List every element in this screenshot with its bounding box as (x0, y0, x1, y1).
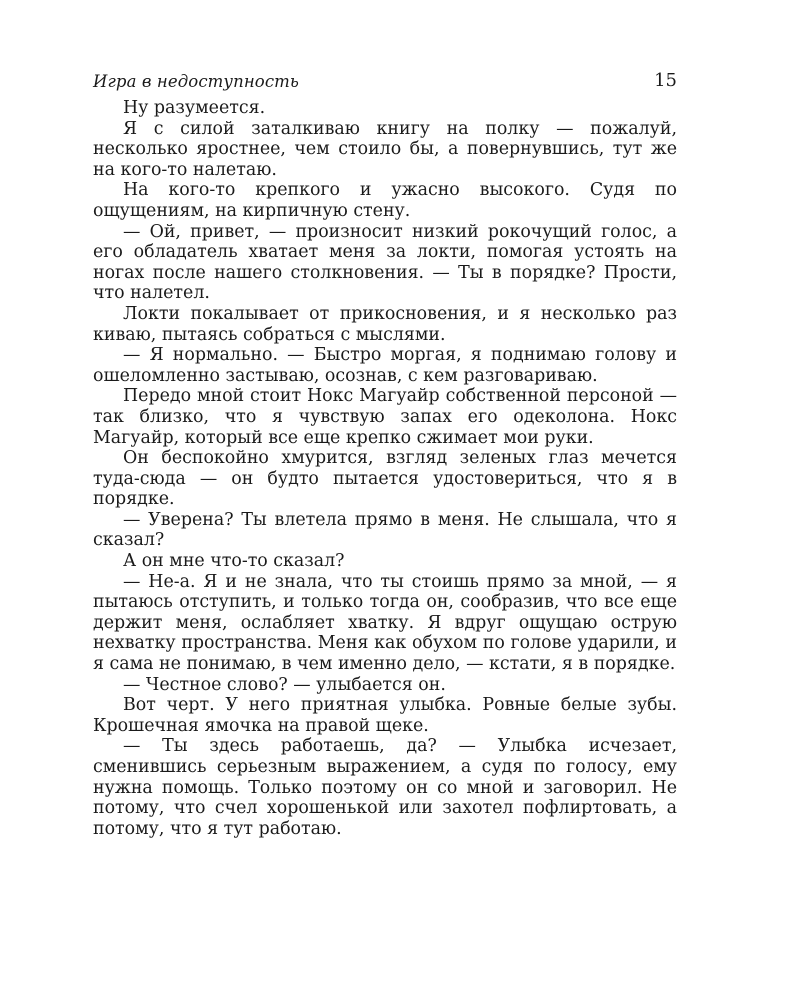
paragraph: Я с силой заталкиваю книгу на полку — пожалуй, несколько яростнее, чем стоило бы, а повернувшись, тут же на кого-то налетаю. (93, 118, 677, 180)
paragraph: Локти покалывает от прикосновения, и я несколько раз киваю, пытаясь собраться с мыслями. (93, 303, 677, 345)
page-number: 15 (654, 70, 677, 91)
paragraph: — Честное слово? — улыбается он. (123, 674, 446, 695)
book-page (93, 66, 677, 839)
paragraph: — Ой, привет, — произносит низкий рокочущий голос, а его обладатель хватает меня за локти, помогая устоять на ногах после нашего столкновения. — Ты в порядке? Прости, что налетел. (93, 221, 677, 304)
paragraph: — Уверена? Ты влетела прямо в меня. Не слышала, что я сказал? (93, 509, 677, 551)
paragraph: Передо мной стоит Нокс Магуайр собственной персоной — так близко, что я чувствую запах его одеколона. Нокс Магуайр, который все еще крепко сжимает мои руки. (93, 386, 677, 448)
paragraph: — Ты здесь работаешь, да? — Улыбка исчезает, сменившись серьезным выражением, а судя по голосу, ему нужна помощь. Только поэтому он со мной и заговорил. Не потому, что счел хорошенькой или захотел пофлиртовать, а потому, что я тут работаю. (93, 736, 677, 839)
paragraph: Ну разумеется. (123, 98, 266, 118)
paragraph: Вот черт. У него приятная улыбка. Ровные белые зубы. Крошечная ямочка на правой щеке. (93, 695, 677, 736)
body-text (93, 98, 677, 839)
page-header (93, 66, 677, 98)
paragraph: Он беспокойно хмурится, взгляд зеленых глаз мечется туда-сюда — он будто пытается удостовериться, что я в порядке. (93, 448, 677, 510)
paragraph: На кого-то крепкого и ужасно высокого. Судя по ощущениям, на кирпичную стену. (93, 180, 677, 221)
paragraph: А он мне что-то сказал? (123, 551, 345, 572)
running-title: Игра в недоступность (93, 72, 300, 91)
paragraph: — Не-а. Я и не знала, что ты стоишь прямо за мной, — я пытаюсь отступить, и только тогда он, сообразив, что все еще держит меня, ослабляет хватку. Я вдруг ощущаю острую нехватку пространства. Меня как обухом по голове ударили, и я сама не понимаю, в чем именно дело, — кстати, я в порядке. (93, 571, 677, 675)
paragraph: — Я нормально. — Быстро моргая, я поднимаю голову и ошеломленно застываю, осознав, с кем разговариваю. (93, 345, 677, 386)
